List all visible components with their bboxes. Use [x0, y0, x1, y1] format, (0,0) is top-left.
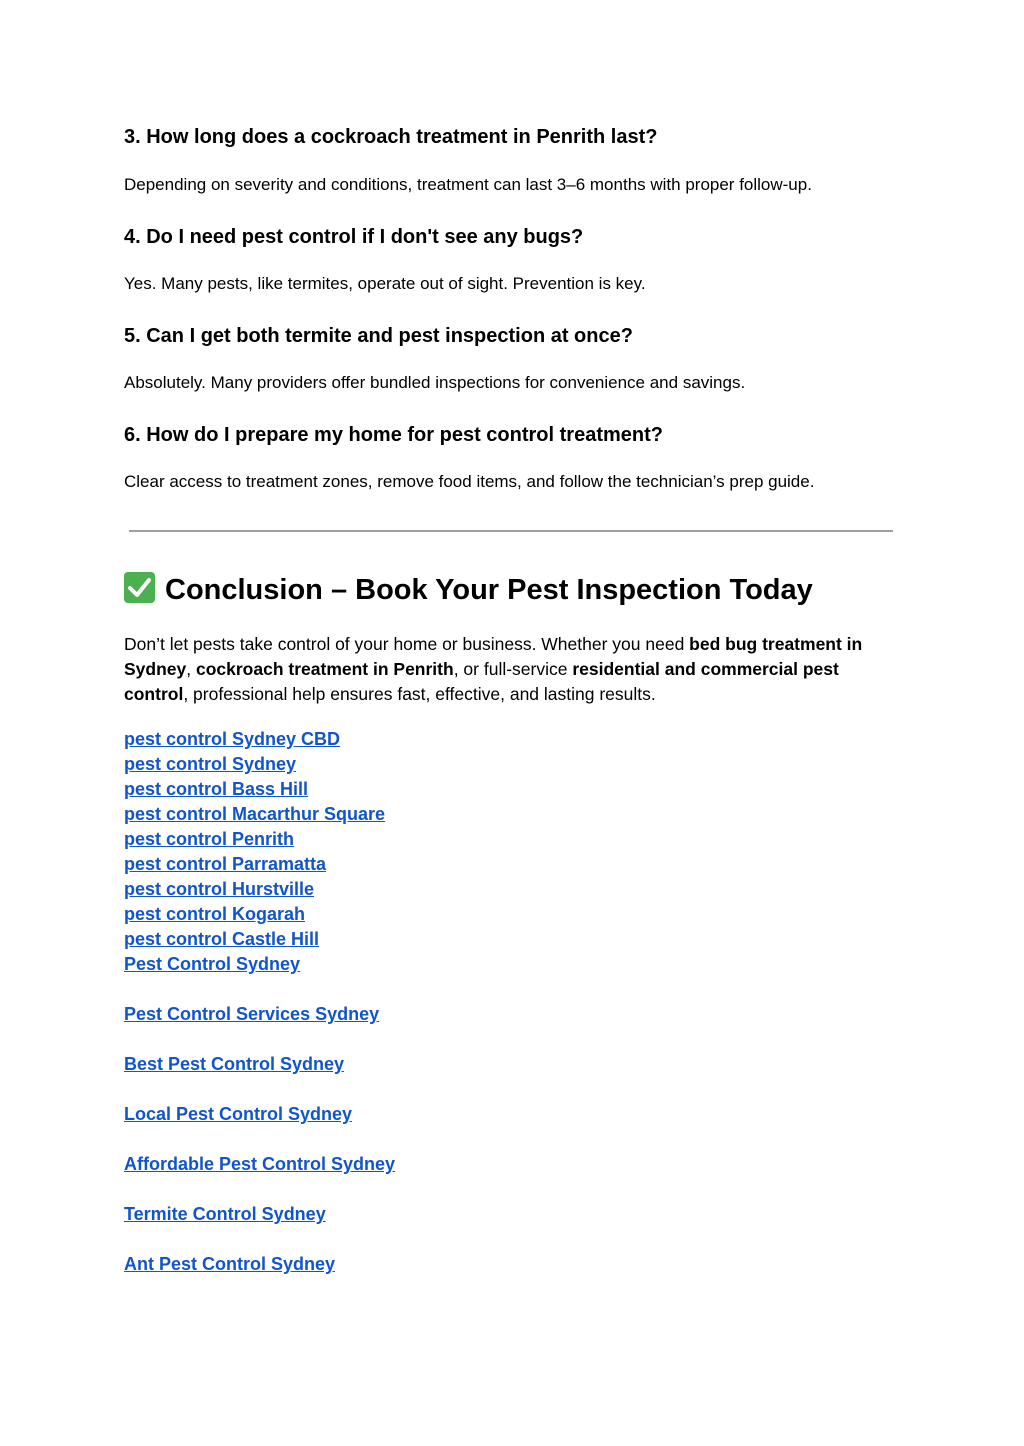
link-list-item [124, 752, 395, 777]
link-list-item [124, 777, 395, 802]
faq-answer-3: Depending on severity and conditions, treatment can last 3–6 months with proper follow-up. [124, 175, 812, 194]
link-list [124, 727, 395, 1277]
link-best-pest-control-sydney[interactable]: Best Pest Control Sydney [124, 1054, 345, 1074]
paragraph-text-4: , professional help ensures fast, effective, and lasting results. [183, 684, 656, 704]
link-list-item [124, 1202, 395, 1227]
link-list-item [124, 1252, 395, 1277]
paragraph-bold-cockroach: cockroach treatment in Penrith [195, 659, 454, 679]
paragraph-text-2: , [186, 659, 196, 679]
link-affordable-pest-control-sydney[interactable]: Affordable Pest Control Sydney [124, 1154, 396, 1174]
link-list-item [124, 727, 395, 752]
link-pest-control-hurstville[interactable]: pest control Hurstville [124, 879, 315, 899]
link-pest-control-castle-hill[interactable]: pest control Castle Hill [124, 929, 320, 949]
link-ant-pest-control-sydney[interactable]: Ant Pest Control Sydney [124, 1254, 336, 1274]
faq-answer-5: Absolutely. Many providers offer bundled inspections for convenience and savings. [124, 373, 746, 392]
paragraph-bold-bed-bug: bed bug treatment in Sydney [124, 634, 863, 679]
link-list-item [124, 852, 395, 877]
conclusion-heading-text: Conclusion – Book Your Pest Inspection Today [165, 574, 813, 606]
link-local-pest-control-sydney[interactable]: Local Pest Control Sydney [124, 1104, 353, 1124]
link-list-item [124, 1152, 395, 1177]
link-pest-control-services-sydney[interactable]: Pest Control Services Sydney [124, 1004, 380, 1024]
paragraph-text-3: , or full-service [453, 659, 573, 679]
link-termite-control-sydney[interactable]: Termite Control Sydney [124, 1204, 326, 1224]
link-list-item [124, 1102, 395, 1127]
check-mark-icon [124, 572, 155, 603]
link-list-item [124, 927, 395, 952]
faq-answer-6: Clear access to treatment zones, remove food items, and follow the technician’s prep guide. [124, 472, 815, 491]
link-pest-control-parramatta[interactable]: pest control Parramatta [124, 854, 327, 874]
conclusion-paragraph [124, 632, 904, 707]
link-pest-control-macarthur-square[interactable]: pest control Macarthur Square [124, 804, 386, 824]
link-list-item [124, 1002, 395, 1027]
link-pest-control-kogarah[interactable]: pest control Kogarah [124, 904, 306, 924]
horizontal-divider [129, 530, 893, 532]
link-list-item [124, 952, 395, 977]
link-pest-control-sydney[interactable]: pest control Sydney [124, 754, 297, 774]
paragraph-bold-residential: residential and commercial pest control [124, 659, 839, 704]
link-pest-control-sydney-main[interactable]: Pest Control Sydney [124, 954, 301, 974]
link-pest-control-bass-hill[interactable]: pest control Bass Hill [124, 779, 309, 799]
paragraph-text-1: Don’t let pests take control of your home or business. Whether you need [124, 634, 690, 654]
link-pest-control-penrith[interactable]: pest control Penrith [124, 829, 295, 849]
faq-question-4: 4. Do I need pest control if I don't see any bugs? [124, 226, 584, 248]
conclusion-heading [124, 571, 813, 609]
link-list-item [124, 877, 395, 902]
faq-answer-4: Yes. Many pests, like termites, operate out of sight. Prevention is key. [124, 274, 646, 293]
link-list-item [124, 802, 395, 827]
link-list-item [124, 1052, 395, 1077]
link-list-item [124, 902, 395, 927]
faq-question-6: 6. How do I prepare my home for pest control treatment? [124, 424, 663, 446]
faq-question-3: 3. How long does a cockroach treatment in Penrith last? [124, 126, 658, 148]
link-pest-control-sydney-cbd[interactable]: pest control Sydney CBD [124, 729, 341, 749]
faq-question-5: 5. Can I get both termite and pest inspection at once? [124, 325, 633, 347]
link-list-item [124, 827, 395, 852]
